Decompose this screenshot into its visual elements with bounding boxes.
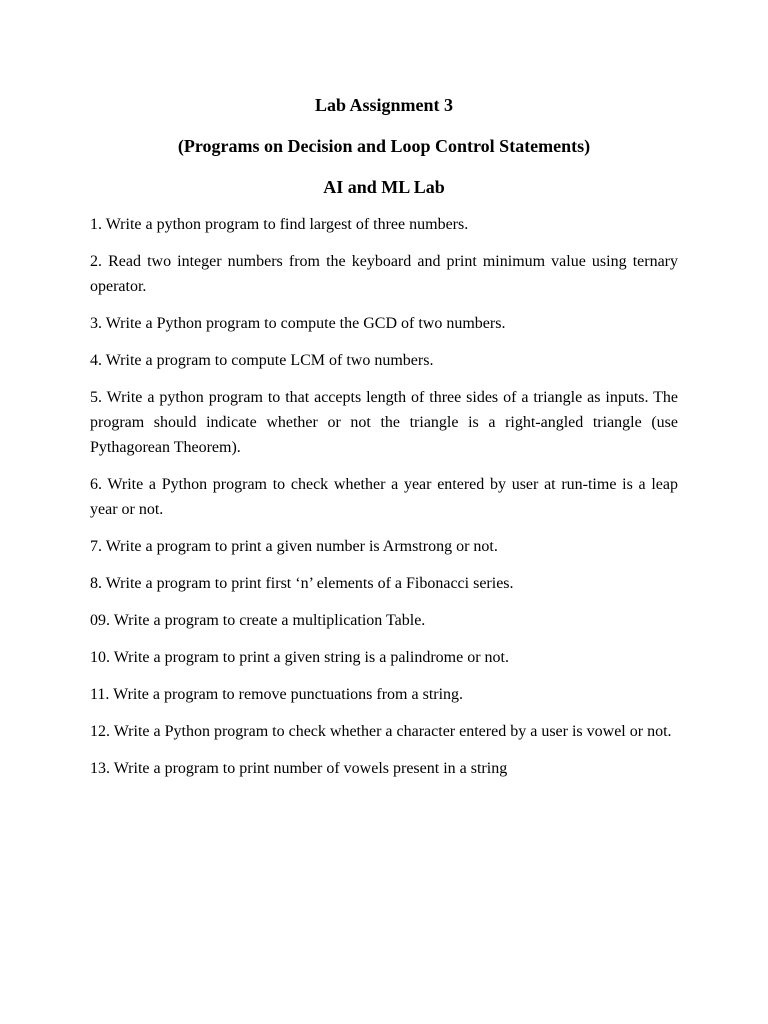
assignment-item: 12. Write a Python program to check whether a character entered by a user is vowel or not. <box>90 723 672 740</box>
assignment-item: 11. Write a program to remove punctuations from a string. <box>90 686 464 703</box>
document-subtitle: (Programs on Decision and Loop Control Statements) <box>177 136 591 156</box>
assignment-item: 7. Write a program to print a given number is Armstrong or not. <box>90 538 498 555</box>
assignment-item: 1. Write a python program to find largest of three numbers. <box>90 216 469 233</box>
assignment-item: 2. Read two integer numbers from the keyboard and print minimum value using ternary operator. <box>90 253 678 295</box>
assignment-item: 4. Write a program to compute LCM of two numbers. <box>90 352 434 369</box>
assignment-item: 6. Write a Python program to check whether a year entered by user at run-time is a leap year or not. <box>90 476 678 518</box>
course-name: AI and ML Lab <box>323 177 445 197</box>
assignment-item: 13. Write a program to print number of vowels present in a string <box>90 760 508 777</box>
assignment-item: 5. Write a python program to that accepts length of three sides of a triangle as inputs. The program should indicate whether or not the triangle is a right-angled triangle (use Pythagorean Theorem). <box>90 389 678 456</box>
document-title: Lab Assignment 3 <box>314 95 454 115</box>
assignment-list <box>90 212 678 793</box>
assignment-item: 8. Write a program to print first ‘n’ elements of a Fibonacci series. <box>90 575 514 592</box>
assignment-item: 09. Write a program to create a multiplication Table. <box>90 612 426 629</box>
assignment-item: 10. Write a program to print a given string is a palindrome or not. <box>90 649 509 666</box>
assignment-item: 3. Write a Python program to compute the GCD of two numbers. <box>90 315 506 332</box>
